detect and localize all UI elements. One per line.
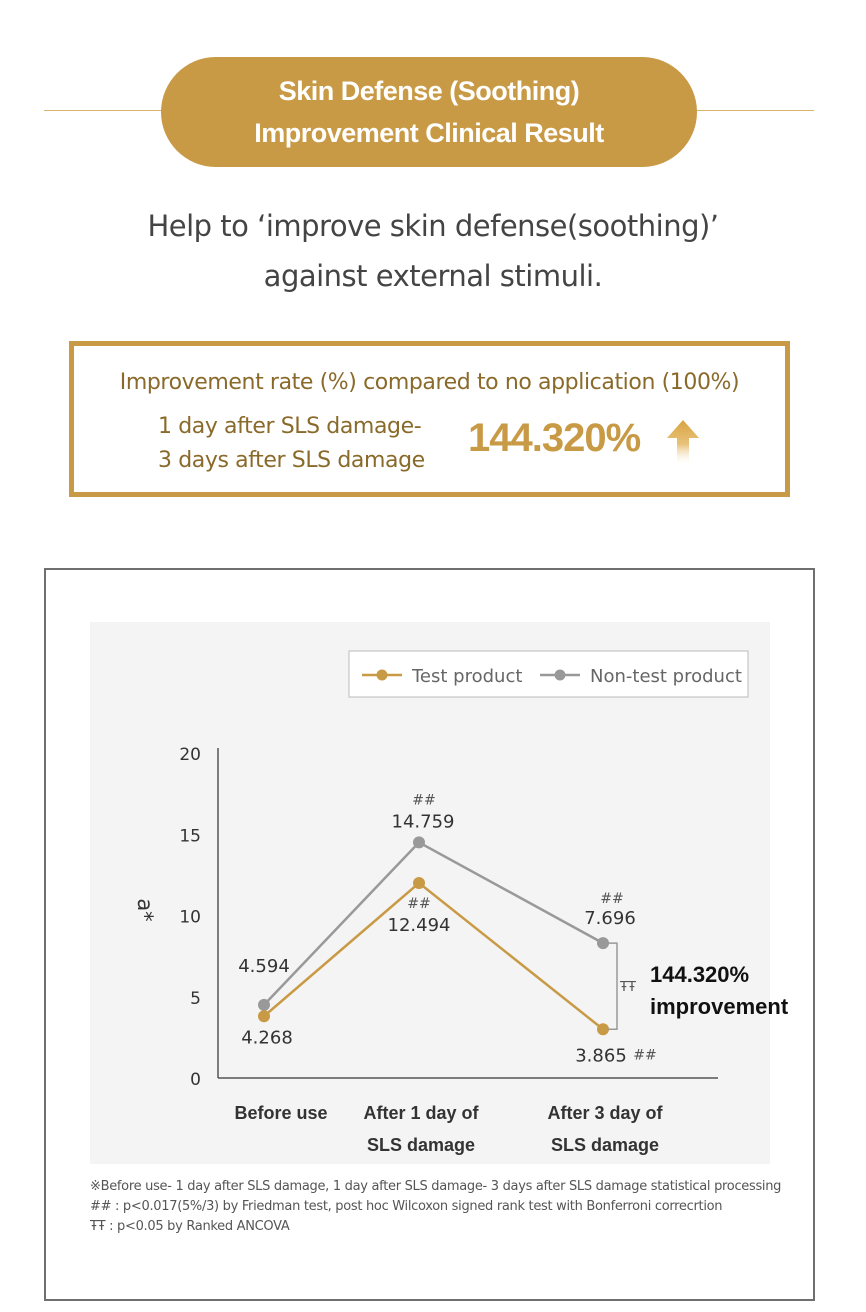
significance-mark: ##: [633, 1047, 657, 1064]
significance-mark: ##: [412, 792, 436, 809]
improvement-rate-value: 144.320%: [468, 416, 641, 460]
legend-swatch-point: [555, 670, 566, 681]
x-tick-label: SLS damage: [550, 1135, 660, 1155]
data-point: [413, 836, 425, 848]
improvement-period-line2: 3 days after SLS damage: [158, 448, 425, 473]
title-badge-line1: Skin Defense (Soothing): [278, 76, 580, 106]
data-point: [413, 877, 425, 889]
data-point: [258, 999, 270, 1011]
x-tick-label: After 3 day of: [547, 1103, 663, 1123]
y-tick-label: 15: [179, 826, 201, 847]
series-line: [264, 883, 603, 1029]
data-label: 4.268: [241, 1027, 293, 1049]
y-tick-label: 10: [179, 907, 201, 928]
legend-label: Non-test product: [590, 666, 742, 687]
legend-label: Test product: [412, 666, 523, 687]
comparison-bracket: [607, 943, 617, 1029]
y-tick-label: 0: [190, 1070, 201, 1090]
improvement-period-line1: 1 day after SLS damage-: [158, 414, 422, 439]
improvement-rate-title: Improvement rate (%) compared to no application (100%): [119, 370, 740, 395]
improvement-annotation-line1: 144.320%: [650, 962, 750, 987]
footnote-1: ※Before use- 1 day after SLS damage, 1 day after SLS damage- 3 days after SLS damage statistical processing: [90, 1179, 782, 1194]
x-tick-label: After 1 day of: [363, 1103, 479, 1123]
y-axis-label: a*: [133, 898, 157, 922]
y-tick-label: 20: [179, 745, 201, 765]
improvement-annotation-line2: improvement: [650, 994, 789, 1019]
legend-swatch-point: [377, 670, 388, 681]
significance-mark: ##: [600, 891, 624, 908]
data-label: 12.494: [387, 915, 451, 936]
ancova-mark: ŦŦ: [620, 980, 636, 996]
x-tick-label: Before use: [234, 1103, 328, 1123]
data-point: [258, 1010, 270, 1022]
x-tick-label: SLS damage: [366, 1135, 476, 1155]
data-label: 3.865: [575, 1045, 627, 1067]
y-tick-label: 5: [190, 988, 201, 1009]
subtitle-line2: against external stimuli.: [263, 259, 603, 293]
subtitle-line1: Help to ‘improve skin defense(soothing)’: [147, 209, 719, 243]
footnote-3: ŦŦ : p<0.05 by Ranked ANCOVA: [90, 1219, 290, 1234]
data-label: 4.594: [238, 955, 290, 977]
significance-mark: ##: [407, 896, 431, 912]
data-label: 7.696: [584, 908, 636, 930]
footnote-2: ## : p<0.017(5%/3) by Friedman test, post hoc Wilcoxon signed rank test with Bonferroni correcrtion: [90, 1199, 723, 1214]
data-label: 14.759: [391, 811, 455, 833]
title-badge-line2: Improvement Clinical Result: [254, 118, 604, 148]
